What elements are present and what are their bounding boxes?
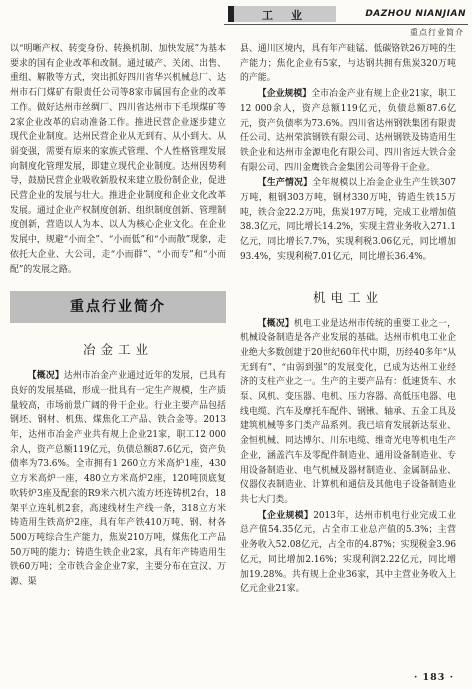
- production-tag: 【生产情况】: [257, 178, 313, 189]
- scale-tag: 【企业规模】: [257, 510, 314, 521]
- mech-heading: 机电工业: [312, 289, 383, 305]
- metallurgy-overview-paragraph: [10, 369, 226, 590]
- metallurgy-scale-text: 全市冶金产业有规上企业21家，职工12 000余人，资产总额119亿元，负债总额87.6亿元，资产负债率为73.6%。四川省达州钢铁集团有限责任公司、达州荣滨钢铁有限公司、达州钢铁及铸造用生铁企业和达州市金源电化有限公司、四川省远大铁合金有限公司、四川金鹰铁合金集团公司等骨干企业。: [240, 89, 456, 173]
- metallurgy-overview-text: 达州市冶金产业通过近年的发展，已具有良好的发展基础，形成一批具有一定生产规模，生产质量较高，市场前景广阔的骨干企业。行业主要产品包括钢坯、钢材、机焦、煤焦化工产品、铁合金等。2013年，达州市冶金产业共有规上企业21家，职工12 000余人，资产总额119亿元，负债总额87.6亿元，资产负债率为73.6%。全市拥有1 260立方米高炉1座，430立方米高炉一座，480立方米高炉2座，120吨顶底复吹转炉3座及配套的R9米六机六流方坯连铸机2台，18架平立连轧机2套，高速线材生产线一条，318立方米铸造用生铁高炉2座，具有年产铁410万吨、钢、材各500万吨综合生产能力，焦炭210万吨，煤焦化工产品50万吨的能力；铸造生铁企业2家，具有年产铸造用生铁60万吨；全市铁合金企业7家，主要分布在宣汉、万源、渠: [10, 371, 226, 588]
- section-tag-label: 工业: [262, 9, 320, 22]
- section-banner: 重点行业简介: [10, 291, 226, 323]
- metallurgy-production-text: 全年规模以上冶金企业生产生铁307万吨，粗钢303万吨，钢材330万吨，铸造生铁15万吨，铁合金22.2万吨，焦炭197万吨，完成工业增加值38.3亿元，同比增长14.2%，实现主营业务收入271.1亿元，同比增长7.7%，实现利税3.06亿元，同比增加93.4%，实现利税7.01亿元，同比增长36.4%。: [240, 178, 456, 262]
- continued-paragraph: 以“明晰产权、转变身份、转换机制、加快发展”为基本要求的国有企业改革和改制。通过破产、关闭、出售、重组、解散等方式，突出抓好四川省华兴机械总厂、达州市石门煤矿有限责任公司等8家市属国有企业的改革工作。做好达州市丝绸厂、四川省达州市下毛坝煤矿等2家企业改革的启动准备工作。推进民营企业逐步建立现代企业制度。达州民营企业从无到有、从小到大、从弱变强，需要有原来的家族式管理、个人性格管理发展向制度化管理发展，即建立现代企业制度。达州因势利导，鼓励民营企业吸收新股权来建立股份制企业，促进民营企业的发展与壮大。推进企业制度和企业文化改革发展。通过企业产权制度创新、组织制度创新、管理制度创新，营造以人为本、以人为核心企业文化。在企业发展中，规避“小而全”、“小而低”和“小而散”现象，走依托大企业、大公司，走“小而群”、“小而专”和“小而配”的发展之路。: [10, 44, 226, 275]
- right-column: [240, 42, 456, 598]
- scale-tag: 【企业规模】: [257, 89, 312, 100]
- mech-overview-paragraph: [240, 317, 456, 508]
- metallurgy-scale-paragraph: [240, 87, 456, 175]
- mech-overview-text: 机电工业是达州市传统的重要工业之一，机械设备制造是各产业发展的基础。达州市机电工业企业绝大多数创建于20世纪60年代中期，历经40多年“从无到有”、“由弱到强”的发展变化，已成为达州工业经济的支柱产业之一。生产的主要产品有：低速货车、水泵、风机、变压器、电机、压力容器、高低压电器、电线电缆、汽车及摩托车配件、钢锹、轴承、五金工具及建筑机械等多门类产品系列。我已培育发展新达泵业、金恒机械、同达博尔、川东电缆、维奇光电等机电生产企业，涵盖汽车及零配件制造业、通用设备制造业、专用设备制造业、电气机械及器材制造业、金属制品业、仪器仪表制造业、计算机和通信及其他电子设备制造业共七大门类。: [240, 318, 456, 505]
- overview-tag: 【概况】: [27, 371, 64, 382]
- section-tag: [228, 6, 336, 22]
- running-subtitle: 重点行业简介: [410, 28, 464, 37]
- header-rule: [224, 24, 468, 25]
- yearbook-title: DAZHOU NIANJIAN: [365, 9, 466, 19]
- overview-tag: 【概况】: [257, 318, 294, 329]
- metallurgy-continued: 县、通川区境内，具有年产硅锰、低碳铬铁26万吨的生产能力；焦化企业有5家，与达钢共拥有焦炭320万吨的产能。: [240, 44, 456, 84]
- mech-scale-paragraph: [240, 509, 456, 597]
- page-number: · 183 ·: [413, 672, 454, 683]
- left-column: [10, 42, 226, 591]
- header-band: [228, 4, 466, 24]
- metallurgy-production-paragraph: [240, 176, 456, 264]
- metallurgy-heading: 冶金工业: [82, 342, 153, 358]
- mech-scale-text: 2013年，达州市机电行业完成工业总产值54.35亿元，占全市工业总产值的5.3%；主营业务收入52.08亿元，占全市的4.87%；实现税金3.96亿元，同比增加2.16%；实现利润2.22亿元，同比增加19.28%。共有规上企业36家，其中主营业务收入上亿元企业21家。: [240, 510, 457, 595]
